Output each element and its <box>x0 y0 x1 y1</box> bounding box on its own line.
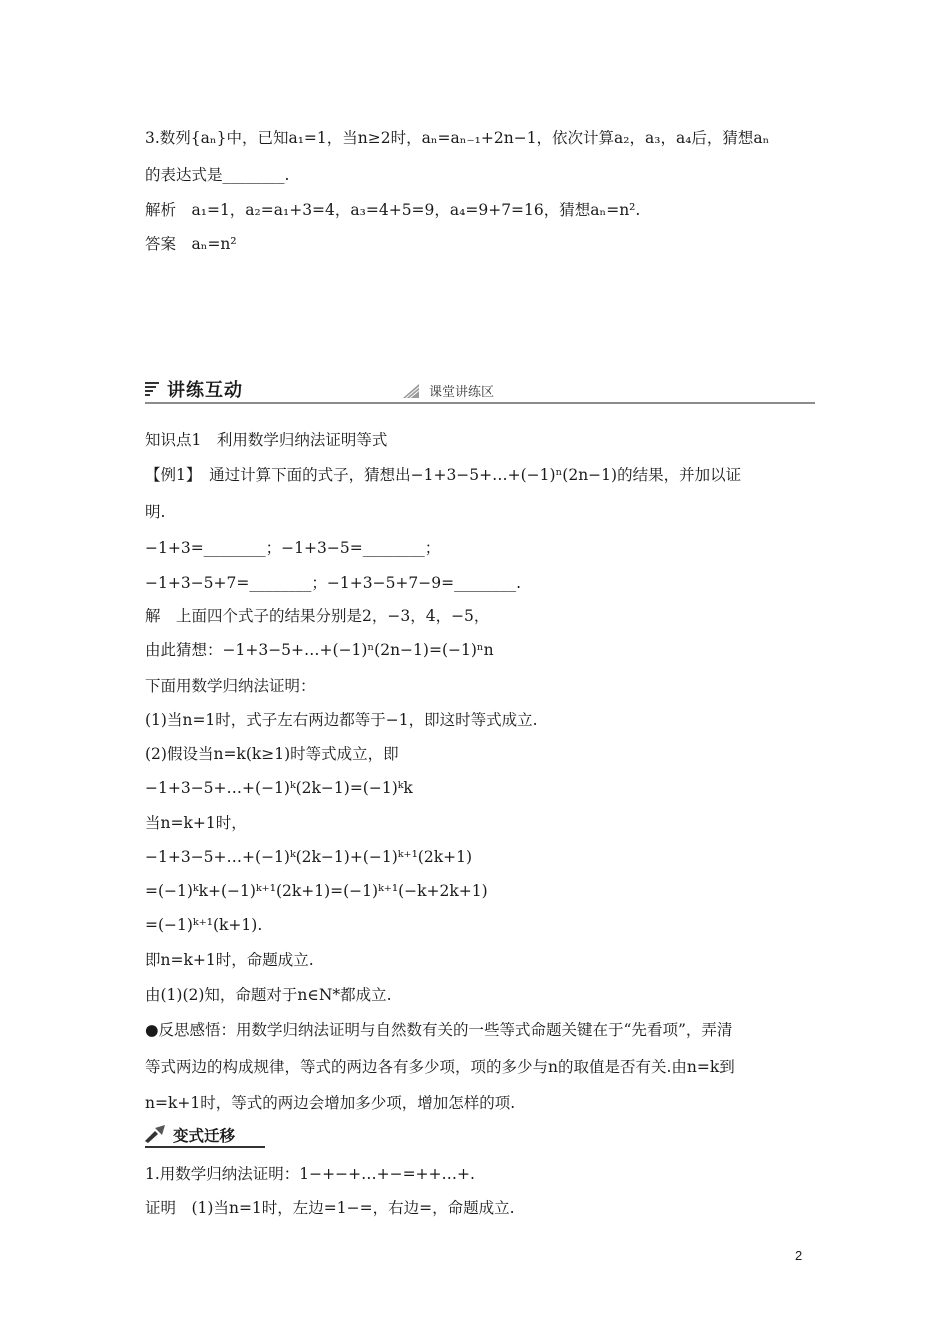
reflection-line: n=k+1时，等式的两边会增加多少项，增加怎样的项. <box>145 1094 516 1112</box>
problem3-analysis: 解析 a₁=1，a₂=a₁+3=4，a₃=4+5=9，a₄=9+7=16，猜想aₙ=n². <box>145 201 641 219</box>
solution-line: 由此猜想：−1+3−5+…+(−1)ⁿ(2n−1)=(−1)ⁿn <box>145 641 494 659</box>
solution-line: (1)当n=1时，式子左右两边都等于−1，即这时等式成立. <box>145 711 538 729</box>
example1-calc1: −1+3=________；−1+3−5=________； <box>145 539 441 557</box>
example1-calc2: −1+3−5+7=________；−1+3−5+7−9=________. <box>145 574 522 592</box>
example1-line1: 【例1】 通过计算下面的式子，猜想出−1+3−5+…+(−1)ⁿ(2n−1)的结果，并加以证 <box>145 466 742 484</box>
variant-underline <box>145 1146 265 1148</box>
section-subtitle: 课堂讲练区 <box>429 385 495 400</box>
stripes-icon <box>145 382 161 398</box>
section-rule <box>145 402 815 404</box>
wedge-icon <box>403 384 419 398</box>
pencil-arrow-icon <box>145 1125 167 1143</box>
problem3-line2: 的表达式是________. <box>145 166 290 184</box>
example1-line2: 明. <box>145 503 166 521</box>
variant-proof1: 证明 (1)当n=1时，左边=1−=，右边=，命题成立. <box>145 1199 515 1217</box>
solution-line: =(−1)ᵏk+(−1)ᵏ⁺¹(2k+1)=(−1)ᵏ⁺¹(−k+2k+1) <box>145 882 488 900</box>
solution-line: =(−1)ᵏ⁺¹(k+1). <box>145 916 263 934</box>
solution-line: 即n=k+1时，命题成立. <box>145 951 314 969</box>
problem3-answer: 答案 aₙ=n² <box>145 235 237 253</box>
solution-line: (2)假设当n=k(k≥1)时等式成立，即 <box>145 745 399 763</box>
reflection-line: ●反思感悟：用数学归纳法证明与自然数有关的一些等式命题关键在于“先看项”，弄清 <box>145 1021 733 1039</box>
solution-line: −1+3−5+…+(−1)ᵏ(2k−1)=(−1)ᵏk <box>145 779 413 797</box>
page-number: 2 <box>795 1248 803 1263</box>
problem3-line1: 3.数列{aₙ}中，已知a₁=1，当n≥2时，aₙ=aₙ₋₁+2n−1，依次计算a₂，a₃，a₄后，猜想aₙ <box>145 129 770 147</box>
knowledge-point: 知识点1 利用数学归纳法证明等式 <box>145 431 388 449</box>
solution-line: 由(1)(2)知，命题对于n∈N*都成立. <box>145 986 392 1004</box>
section-title: 讲练互动 <box>167 380 243 401</box>
section-header <box>145 374 815 404</box>
solution-line: 下面用数学归纳法证明： <box>145 677 316 695</box>
solution-line: 当n=k+1时， <box>145 814 247 832</box>
variant-header <box>145 1122 265 1148</box>
solution-line: 解 上面四个式子的结果分别是2，−3，4，−5， <box>145 607 490 625</box>
reflection-line: 等式两边的构成规律，等式的两边各有多少项，项的多少与n的取值是否有关.由n=k到 <box>145 1058 735 1076</box>
solution-line: −1+3−5+…+(−1)ᵏ(2k−1)+(−1)ᵏ⁺¹(2k+1) <box>145 848 472 866</box>
variant-title: 变式迁移 <box>173 1127 236 1145</box>
variant-item1: 1.用数学归纳法证明：1−+−+…+−=++…+. <box>145 1165 475 1183</box>
